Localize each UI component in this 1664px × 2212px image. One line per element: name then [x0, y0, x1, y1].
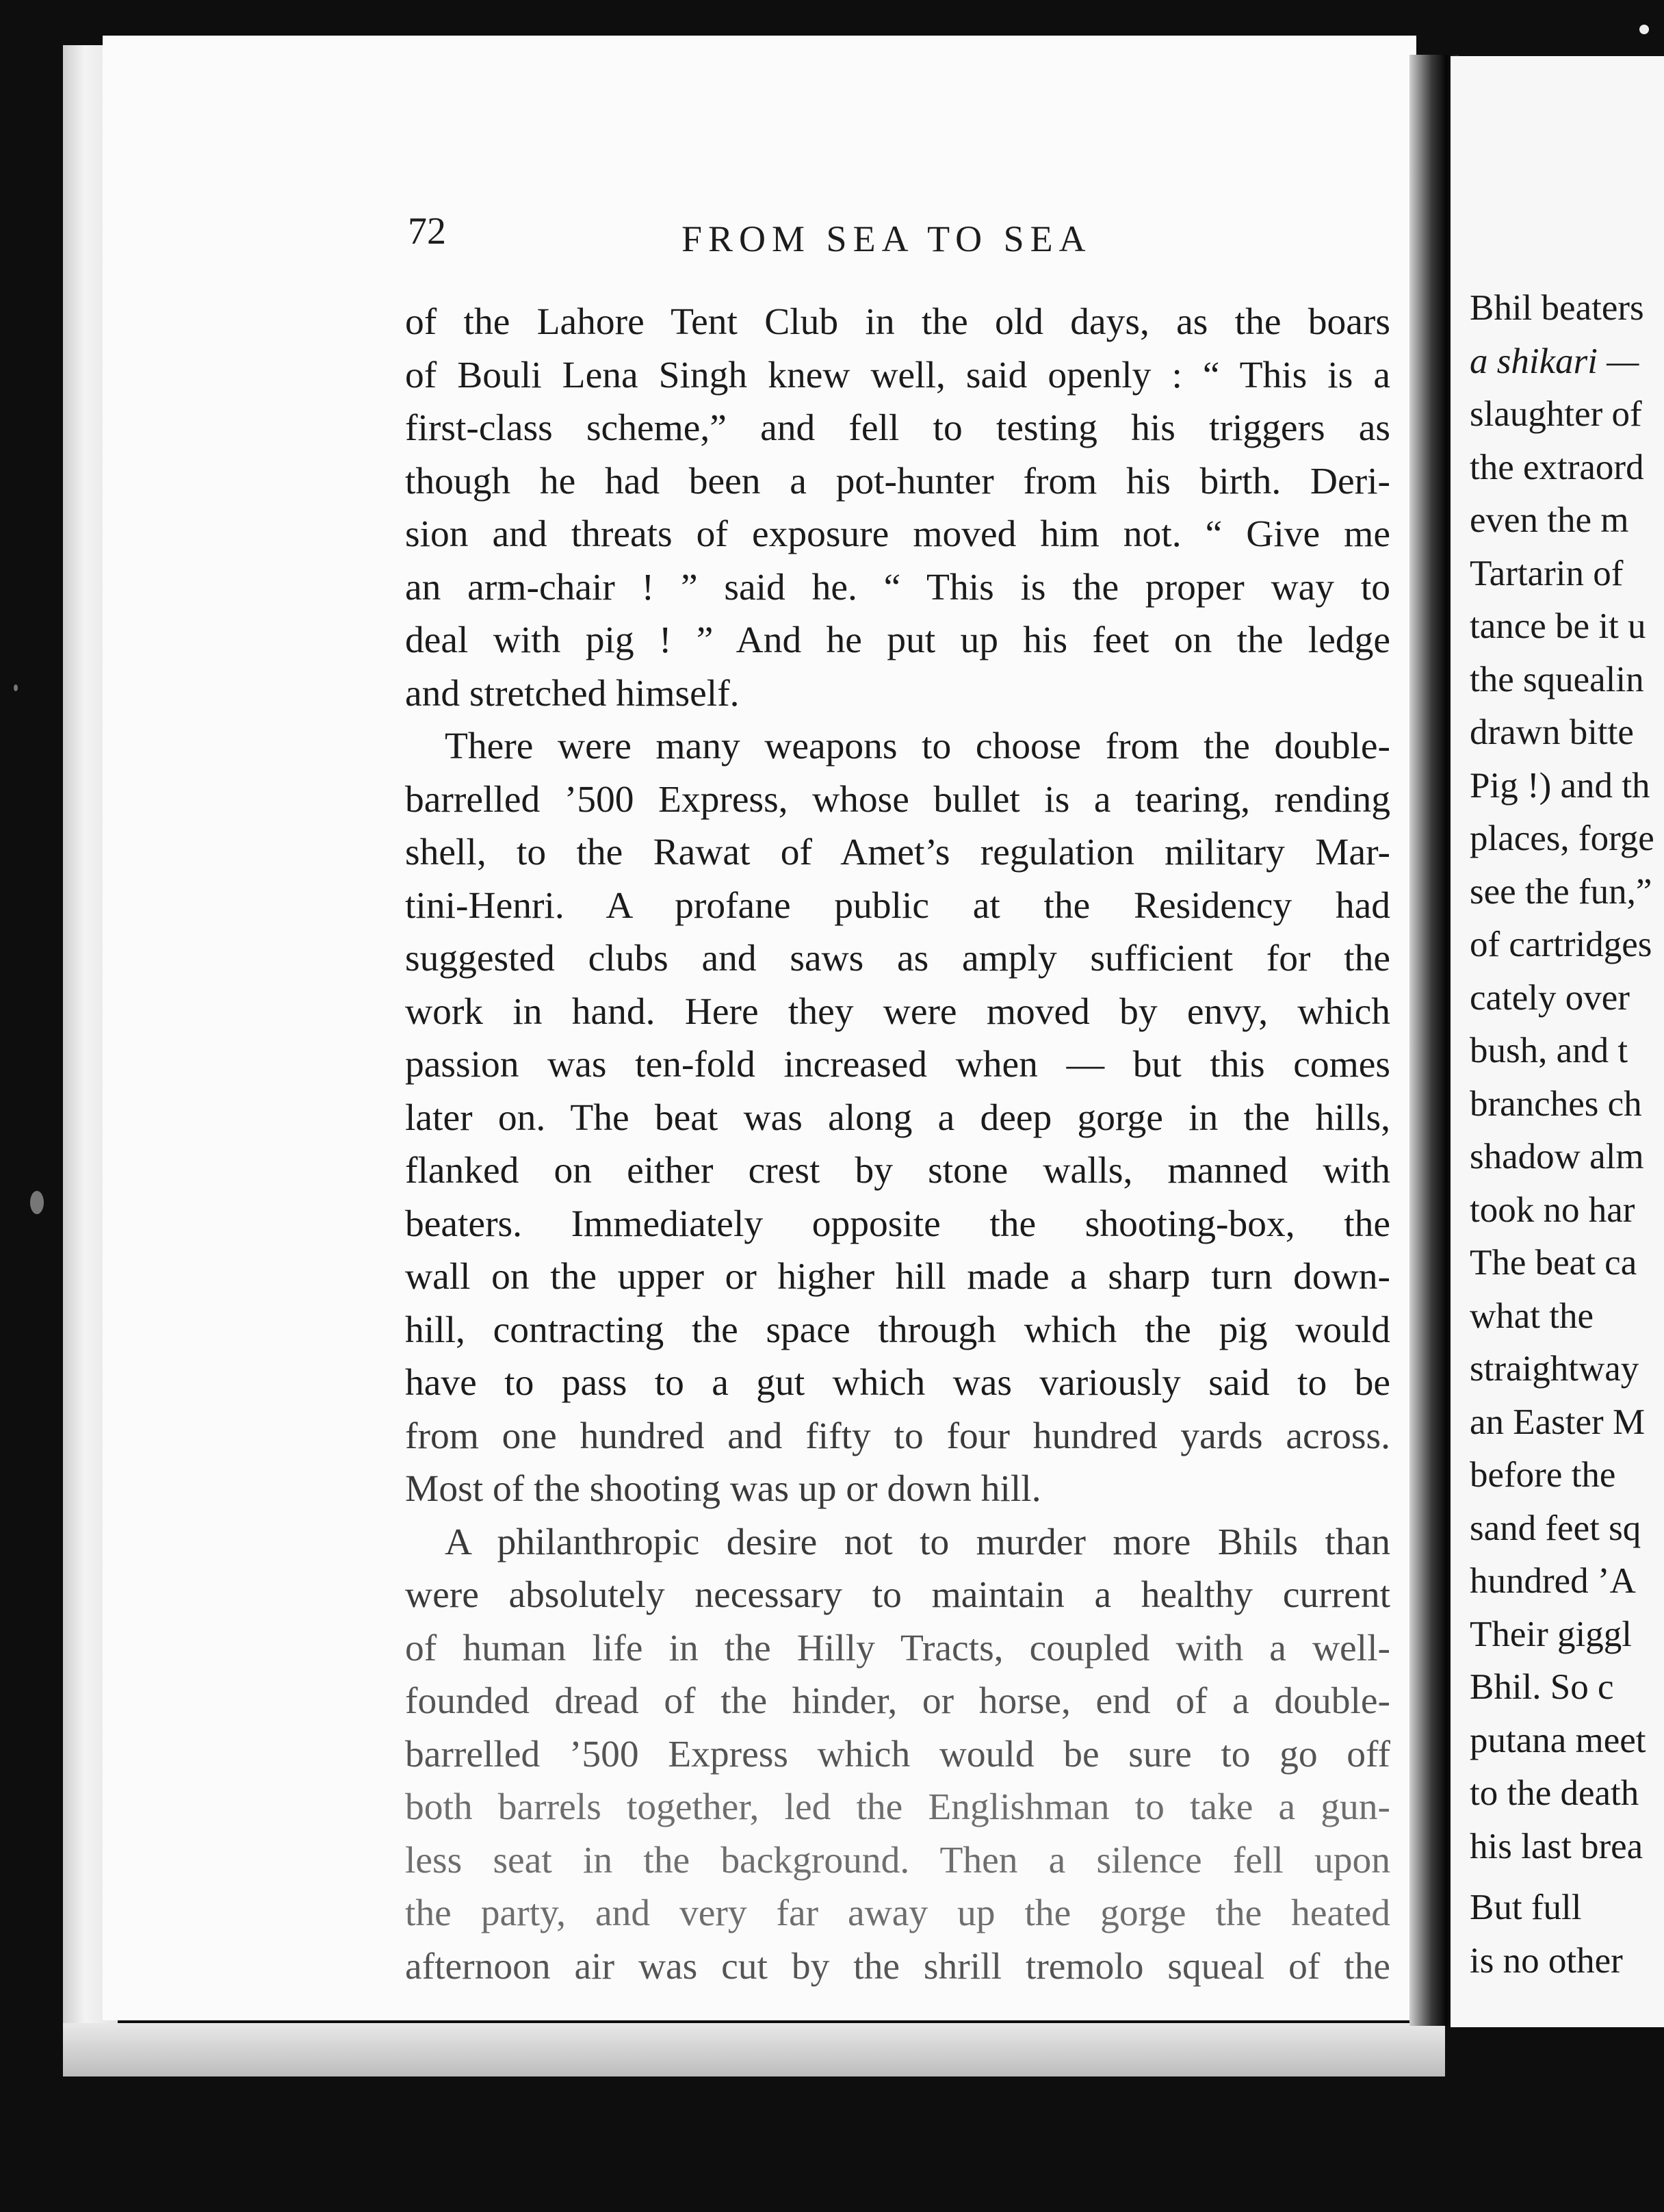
left-page-text — [405, 296, 1390, 1993]
paragraph-start-line: A philanthropic desire not to murder more Bhils than — [445, 1521, 1390, 1563]
text-line: afternoon air was cut by the shrill tremolo squeal of the — [405, 1945, 1390, 1988]
text-line: barrelled ’500 Express, whose bullet is a tearing, rending — [405, 778, 1390, 821]
right-page-text — [1470, 282, 1664, 1988]
text-line: sion and threats of exposure moved him not. “ Give me — [405, 513, 1390, 555]
page-number: 72 — [408, 210, 446, 253]
text-line: an arm-chair ! ” said he. “ This is the proper way to — [405, 566, 1390, 608]
right-text-line: what the — [1470, 1296, 1594, 1336]
right-text-line: even the m — [1470, 500, 1629, 540]
text-line: deal with pig ! ” And he put up his feet on the ledge — [405, 619, 1390, 661]
right-text-line: to the death — [1470, 1773, 1639, 1813]
dust-speck — [30, 1191, 44, 1214]
text-line: wall on the upper or higher hill made a sharp turn down- — [405, 1256, 1390, 1298]
text-line: work in hand. Here they were moved by envy, which — [405, 990, 1390, 1033]
right-text-line: branches ch — [1470, 1083, 1642, 1124]
text-line: passion was ten-fold increased when — but this comes — [405, 1044, 1390, 1085]
text-line: of Bouli Lena Singh knew well, said openly : “ This is a — [405, 354, 1390, 396]
text-line: flanked on either crest by stone walls, manned with — [405, 1150, 1390, 1192]
text-line: Most of the shooting was up or down hill. — [405, 1468, 1041, 1510]
text-line: though he had been a pot-hunter from his birth. Deri- — [405, 460, 1390, 502]
right-text-line: But full — [1470, 1888, 1582, 1927]
text-line: shell, to the Rawat of Amet’s regulation military Mar- — [405, 832, 1390, 873]
right-text-line: is no other — [1470, 1940, 1623, 1981]
text-line: the party, and very far away up the gorge the heated — [405, 1892, 1390, 1934]
right-text-line: places, forge — [1470, 819, 1654, 858]
right-text-line: slaughter of — [1470, 394, 1642, 434]
right-text-line: Bhil. So c — [1470, 1667, 1614, 1707]
text-line: of the Lahore Tent Club in the old days, as the boars — [405, 301, 1390, 343]
right-text-line: Pig !) and th — [1470, 765, 1650, 806]
right-text-line: straightway — [1470, 1349, 1639, 1389]
text-line: have to pass to a gut which was variously said to be — [405, 1362, 1390, 1404]
text-line: were absolutely necessary to maintain a healthy current — [405, 1574, 1390, 1616]
text-line: suggested clubs and saws as amply sufficient for the — [405, 938, 1390, 979]
running-head-title: FROM SEA TO SEA — [681, 218, 1092, 259]
right-text-line: bush, and t — [1470, 1031, 1628, 1070]
dust-speck — [14, 684, 18, 691]
right-text-line: a shikari — — [1470, 341, 1639, 381]
right-text-line: shadow alm — [1470, 1137, 1644, 1176]
right-text-line: of cartridges — [1470, 925, 1652, 964]
right-text-line: sand feet sq — [1470, 1508, 1641, 1548]
right-text-line: his last brea — [1470, 1826, 1643, 1866]
dust-speck — [1639, 25, 1649, 34]
text-line: and stretched himself. — [405, 672, 740, 715]
text-line: both barrels together, led the Englishman to take a gun- — [405, 1786, 1390, 1828]
text-line: of human life in the Hilly Tracts, coupled with a well- — [405, 1627, 1390, 1669]
right-text-line: hundred ’A — [1470, 1561, 1636, 1601]
right-text-line: see the fun,” — [1470, 871, 1652, 912]
text-line: tini-Henri. A profane public at the Residency had — [405, 884, 1390, 927]
text-line: hill, contracting the space through which the pig would — [405, 1309, 1390, 1351]
book-bottom-edge — [63, 2023, 1445, 2076]
right-text-line: the extraord — [1470, 447, 1644, 487]
right-text-line: before the — [1470, 1455, 1616, 1495]
text-line: founded dread of the hinder, or horse, end of a double- — [405, 1680, 1390, 1722]
right-text-line: an Easter M — [1470, 1402, 1646, 1442]
right-text-line: Bhil beaters — [1470, 288, 1644, 328]
text-line: beaters. Immediately opposite the shooting-box, the — [405, 1203, 1390, 1245]
right-text-line: putana meet — [1470, 1720, 1646, 1760]
text-line: later on. The beat was along a deep gorge in the hills, — [405, 1096, 1390, 1139]
right-text-line: The beat ca — [1470, 1243, 1637, 1283]
right-text-line: Their giggl — [1470, 1614, 1632, 1654]
paragraph-start-line: There were many weapons to choose from the double- — [445, 725, 1390, 767]
text-line: from one hundred and fifty to four hundred yards across. — [405, 1415, 1390, 1457]
right-text-line: drawn bitte — [1470, 712, 1634, 752]
right-text-line: the squealin — [1470, 659, 1644, 699]
right-text-line: cately over — [1470, 977, 1630, 1018]
right-text-line: Tartarin of — [1470, 553, 1624, 593]
right-text-line: took no har — [1470, 1189, 1635, 1230]
right-text-line: tance be it u — [1470, 606, 1646, 646]
text-line: barrelled ’500 Express which would be sure to go off — [405, 1733, 1390, 1775]
text-line: first-class scheme,” and fell to testing his triggers as — [405, 407, 1390, 449]
text-line: less seat in the background. Then a silence fell upon — [405, 1839, 1390, 1881]
